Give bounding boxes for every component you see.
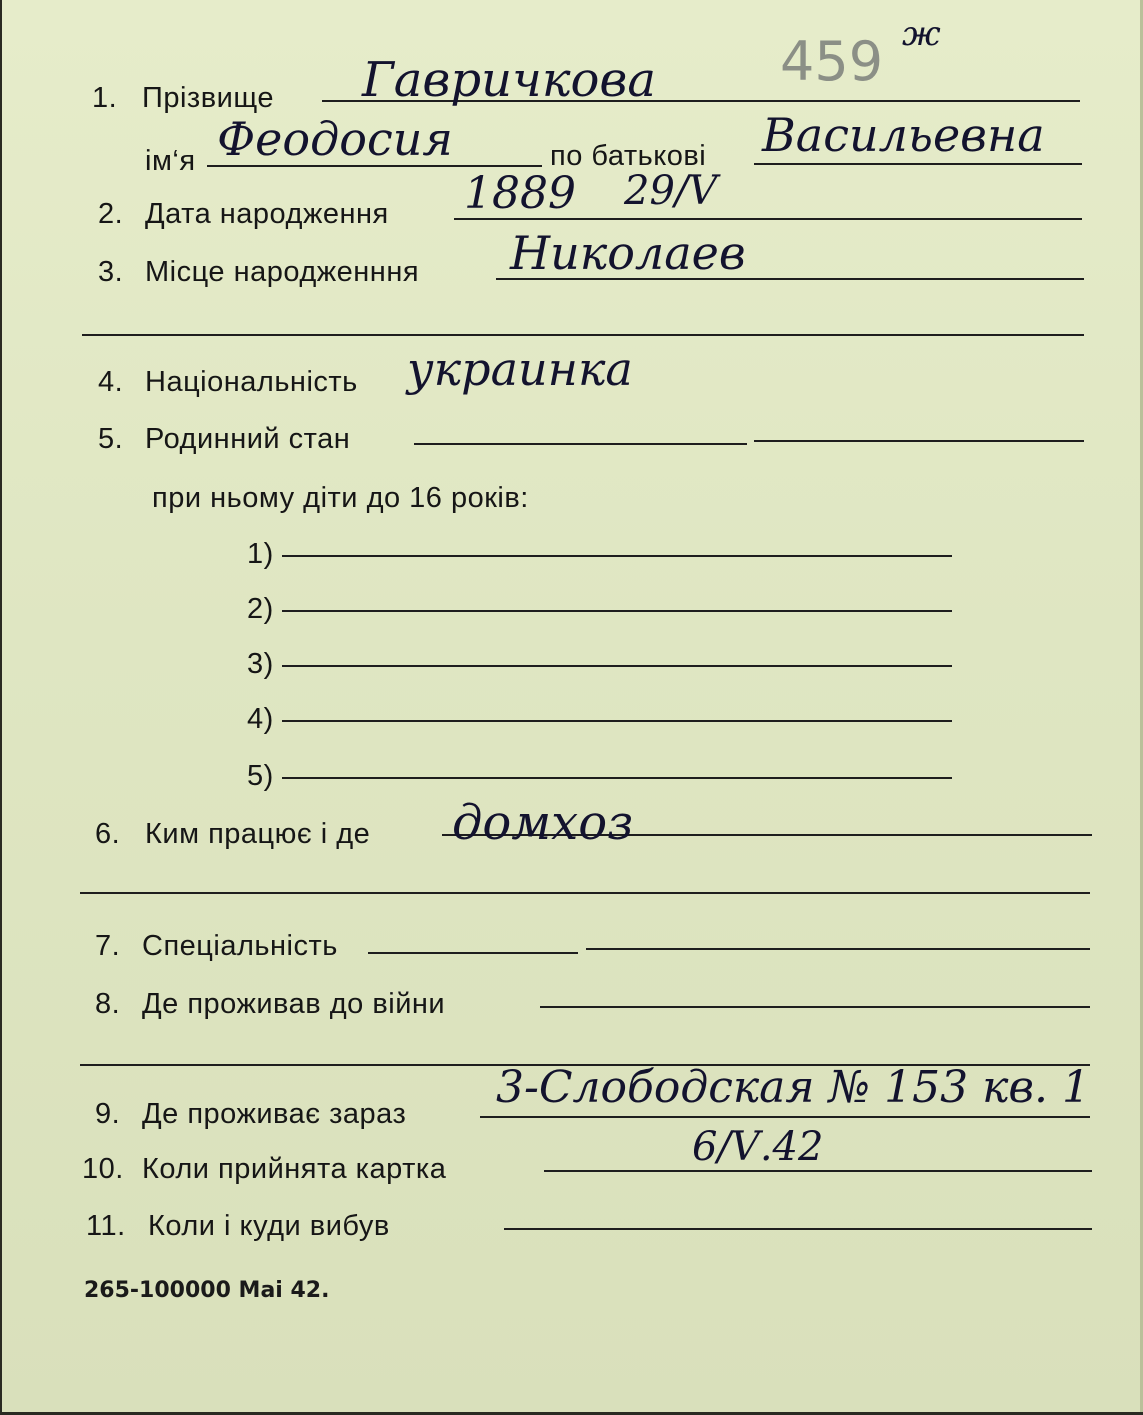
label-current-residence: Де проживає зараз xyxy=(142,1098,407,1130)
field-number-2: 2. xyxy=(98,198,124,230)
field-number-4: 4. xyxy=(98,366,124,398)
hw-birth-year: 1889 xyxy=(464,168,576,219)
label-nationality: Національність xyxy=(145,366,358,398)
label-patronymic: по батькові xyxy=(550,140,707,172)
line-prewar-residence xyxy=(540,1006,1090,1008)
field-number-7: 7. xyxy=(95,930,121,962)
line-birthplace-extra xyxy=(82,334,1084,336)
hw-nationality: украинка xyxy=(407,342,633,396)
label-departed: Коли і куди вибув xyxy=(148,1210,390,1242)
hw-birthplace: Николаев xyxy=(510,226,746,280)
hw-work: домхоз xyxy=(452,795,634,851)
hw-first-name: Феодосия xyxy=(217,112,453,166)
label-marital-status: Родинний стан xyxy=(145,423,351,455)
field-number-6: 6. xyxy=(95,818,121,850)
child-label-4: 4) xyxy=(247,703,274,735)
hw-card-mark: ж xyxy=(902,14,941,54)
line-patronymic xyxy=(754,163,1082,165)
line-child-2 xyxy=(282,610,952,612)
label-work: Ким працює і де xyxy=(145,818,371,850)
hw-birth-day: 29/Ⅴ xyxy=(624,168,718,214)
child-label-1: 1) xyxy=(247,538,274,570)
line-child-4 xyxy=(282,720,952,722)
line-marital-status-b xyxy=(754,440,1084,442)
field-number-3: 3. xyxy=(98,256,124,288)
child-label-2: 2) xyxy=(247,593,274,625)
field-number-11: 11. xyxy=(86,1210,126,1242)
label-card-accepted: Коли прийнята картка xyxy=(142,1153,447,1185)
field-number-8: 8. xyxy=(95,988,121,1020)
hw-patronymic: Васильевна xyxy=(762,108,1045,162)
registration-card xyxy=(2,0,1143,1412)
label-surname: Прізвище xyxy=(142,82,274,114)
hw-surname: Гавричкова xyxy=(362,52,656,108)
line-specialty-b xyxy=(586,948,1090,950)
line-child-5 xyxy=(282,777,952,779)
hw-card-number: 459 xyxy=(780,30,884,93)
field-number-9: 9. xyxy=(95,1098,121,1130)
hw-card-date: 6/Ⅴ.42 xyxy=(692,1124,824,1170)
line-current-residence xyxy=(480,1116,1090,1118)
child-label-3: 3) xyxy=(247,648,274,680)
line-card-accepted xyxy=(544,1170,1092,1172)
print-code: 265-100000 Mai 42. xyxy=(84,1278,330,1303)
field-number-10: 10. xyxy=(82,1153,124,1185)
child-label-5: 5) xyxy=(247,760,274,792)
field-number-5: 5. xyxy=(98,423,124,455)
line-specialty-a xyxy=(368,952,578,954)
line-child-1 xyxy=(282,555,952,557)
line-work-extra xyxy=(80,892,1090,894)
field-number-1: 1. xyxy=(92,82,118,114)
line-departed xyxy=(504,1228,1092,1230)
label-birth-date: Дата народження xyxy=(145,198,389,230)
label-children: при ньому діти до 16 років: xyxy=(152,482,529,514)
line-marital-status-a xyxy=(414,443,747,445)
label-specialty: Спеціальність xyxy=(142,930,338,962)
line-child-3 xyxy=(282,665,952,667)
label-birthplace: Місце народженння xyxy=(145,256,420,288)
label-prewar-residence: Де проживав до війни xyxy=(142,988,446,1020)
label-first-name: ім‘я xyxy=(145,145,196,177)
hw-current-address: 3-Слободская № 153 кв. 1 xyxy=(496,1062,1090,1113)
